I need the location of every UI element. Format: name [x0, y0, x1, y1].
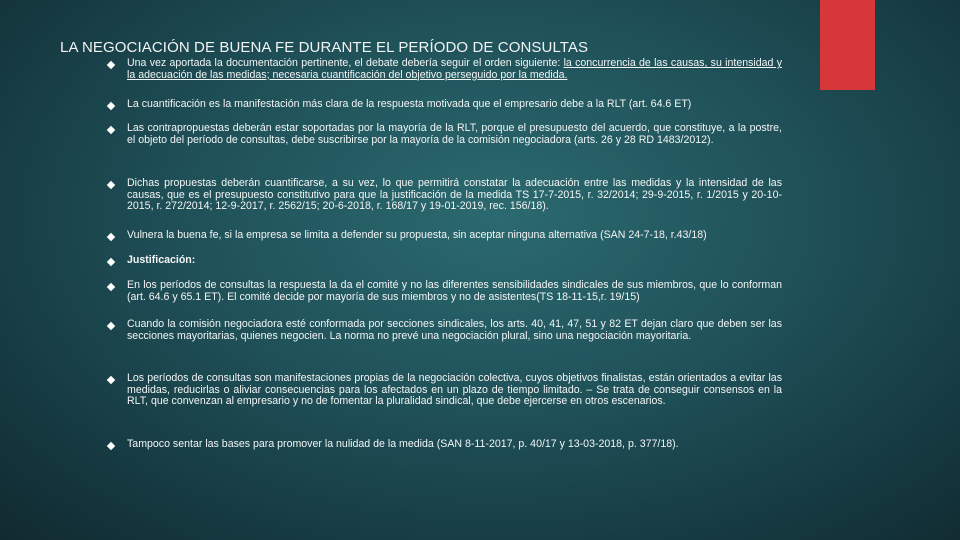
bullet-text [127, 58, 782, 81]
bullet-diamond-icon [107, 61, 115, 69]
bullet-diamond-icon [107, 126, 115, 134]
list-item [106, 439, 782, 451]
bullet-diamond-icon [107, 442, 115, 450]
list-item [106, 319, 782, 342]
bullet-text: La cuantificación es la manifestación más clara de la respuesta motivada que el empresario debe a la RLT (art. 64.6 ET) [127, 98, 692, 110]
list-item [106, 99, 782, 111]
bullet-diamond-icon [107, 181, 115, 189]
bullet-text-underlined: la concurrencia de las causas, su intensidad y la adecuación de las medidas; necesaria cuantificación del objetivo perseguido por la medida. [127, 57, 783, 81]
list-item [106, 58, 782, 81]
list-item [106, 373, 782, 408]
bullet-diamond-icon [107, 283, 115, 291]
list-item [106, 255, 782, 267]
bullet-text: Tampoco sentar las bases para promover la nulidad de la medida (SAN 8-11-2017, p. 40/17 y 13-03-2018, p. 377/18). [127, 438, 679, 450]
bullet-text: Vulnera la buena fe, si la empresa se limita a defender su propuesta, sin aceptar ninguna alternativa (SAN 24-7-18, r.43/18) [127, 229, 707, 241]
slide-title: LA NEGOCIACIÓN DE BUENA FE DURANTE EL PERÍODO DE CONSULTAS [60, 39, 589, 56]
list-item [106, 280, 782, 303]
list-item [106, 230, 782, 242]
bullet-diamond-icon [107, 233, 115, 241]
bullet-text-plain: Una vez aportada la documentación pertinente, el debate debería seguir el orden siguiente: [127, 57, 564, 69]
bullet-text: Los períodos de consultas son manifestaciones propias de la negociación colectiva, cuyos objetivos finalistas, están orientados a evitar las medidas, reducirlas o aliviar consecuencias para los afectados en un plazo de tiempo limitado. – Se trata de conseguir consensos en la RLT, que convenzan al empresario y no de fomentar la pluralidad sindical, que debe ejercerse en otros escenarios. [127, 372, 782, 408]
bullet-text: Justificación: [127, 254, 196, 266]
bullet-diamond-icon [107, 376, 115, 384]
bullet-diamond-icon [107, 102, 115, 110]
bullet-text: Dichas propuestas deberán cuantificarse, a su vez, lo que permitirá constatar la adecuación entre las medidas y la intensidad de las causas, que es el presupuesto constitutivo para que la justificación de la medida TS 17-7-2015, r. 32/2014; 29-9-2015, r. 1/2015 y 20-10-2015, r. 272/2014; 12-9-2017, r. 2562/15; 20-6-2018, r. 168/17 y 19-01-2019, rec. 156/18). [127, 177, 782, 213]
list-item [106, 123, 782, 146]
bullet-diamond-icon [107, 322, 115, 330]
bullet-text: En los períodos de consultas la respuesta la da el comité y no las diferentes sensibilidades sindicales de sus miembros, que lo conforman (art. 64.6 y 65.1 ET). El comité decide por mayoría de sus miembros y no de asistentes(TS 18-11-15,r. 19/15) [127, 279, 782, 303]
list-item [106, 178, 782, 213]
bullet-text: Las contrapropuestas deberán estar soportadas por la mayoría de la RLT, porque el presupuesto del acuerdo, que constituye, a la postre, el objeto del período de consultas, debe suscribirse por la mayoría de la comisión negociadora (arts. 26 y 28 RD 1483/2012). [127, 122, 782, 146]
accent-bar [820, 0, 875, 90]
bullet-diamond-icon [107, 258, 115, 266]
bullet-text: Cuando la comisión negociadora esté conformada por secciones sindicales, los arts. 40, 41, 47, 51 y 82 ET dejan claro que deben ser las secciones mayoritarias, quienes negocien. La norma no prevé una negociación plural, sino una negociación mayoritaria. [127, 318, 782, 342]
